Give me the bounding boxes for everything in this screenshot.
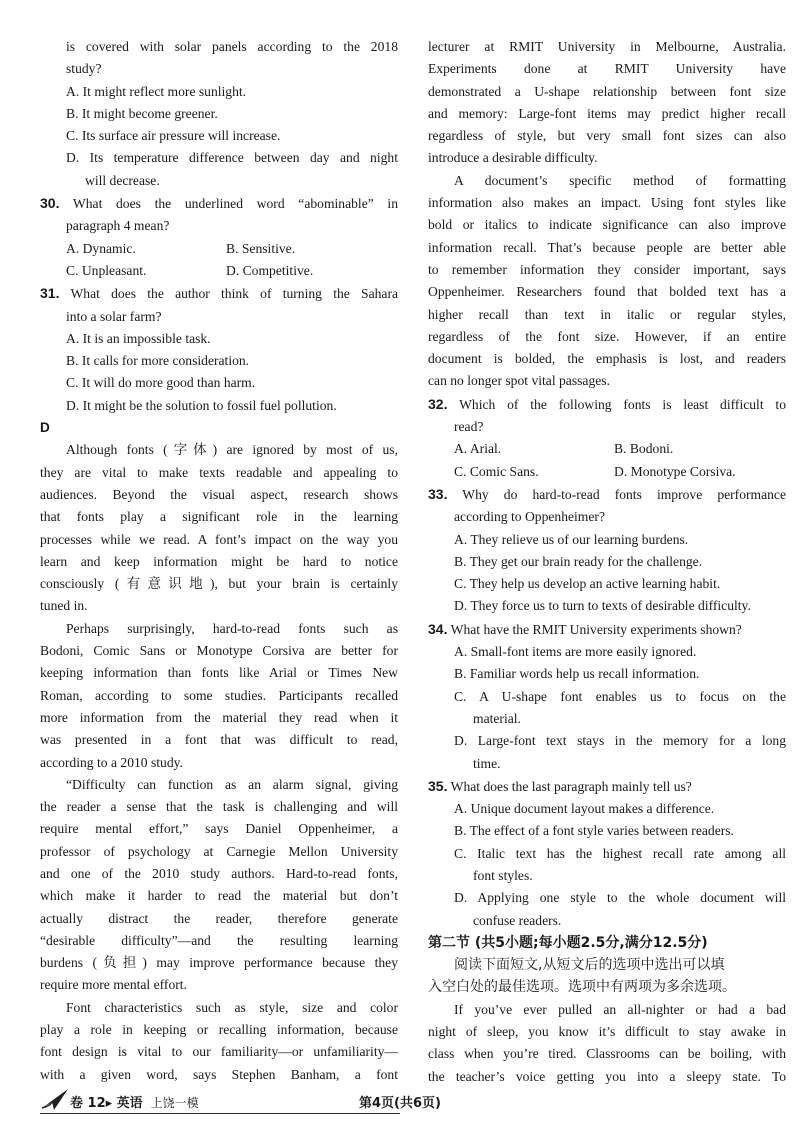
q33-number: 33.	[428, 485, 448, 502]
passage-line: Experiments done at RMIT University have	[428, 61, 786, 77]
passage-line: according to a 2010 study.	[40, 754, 183, 770]
passage-line: consciously (有意识地), but your brain is certainly	[40, 576, 398, 592]
q31-number: 31.	[40, 285, 60, 302]
q32-number: 32.	[428, 395, 448, 412]
q34-option-c: C. A U-shape font enables us to focus on the	[454, 688, 786, 704]
footer-tag-text: 卷 12▸ 英语	[70, 1096, 143, 1111]
passage-line: If you’ve ever pulled an all-nighter or had a bad	[454, 1001, 786, 1017]
passage-line: processes while we read. A font’s impact on the way you	[40, 531, 398, 547]
q35-option-a: A. Unique document layout makes a difference.	[454, 801, 715, 817]
passage-line: audiences. Beyond the visual aspect, research shows	[40, 486, 398, 502]
q33-stem-line: Why do hard-to-read fonts improve performance	[462, 486, 786, 502]
passage-line: the reader a sense that the task is challenging and will	[40, 799, 398, 815]
passage-line: night of sleep, you know it’s difficult to stay awake in	[428, 1024, 786, 1040]
passage-line: higher recall than text in italic or regular styles,	[428, 306, 786, 322]
q33-option-b: B. They get our brain ready for the challenge.	[454, 553, 703, 569]
passage-line: “desirable difficulty”—and the resulting learning	[40, 932, 398, 948]
q30-stem	[40, 192, 398, 215]
passage-line: actually distract the reader, therefore generate	[40, 910, 398, 926]
passage-line: Although fonts (字体) are ignored by most of us,	[66, 442, 398, 458]
passage-d-paragraph	[40, 997, 398, 1086]
section-2-instruction: 阅读下面短文,从短文后的选项中选出可以填	[454, 957, 725, 974]
q31-option-b: B. It calls for more consideration.	[66, 353, 250, 369]
q33-option-d: D. They force us to turn to texts of desirable difficulty.	[454, 598, 751, 614]
passage-line: was presented in a font that was difficult to read,	[40, 732, 398, 748]
passage-line: Font characteristics such as style, size and color	[66, 999, 398, 1015]
passage-line: Perhaps surprisingly, hard-to-read fonts such as	[66, 620, 398, 636]
passage-line: document is bolded, the emphasis is lost, and readers	[428, 351, 786, 367]
q34-stem-line: What have the RMIT University experiments shown?	[450, 621, 742, 637]
q35-option-b: B. The effect of a font style varies between readers.	[454, 823, 734, 839]
q35-stem	[428, 775, 786, 798]
q32-option-a: A. Arial.	[454, 441, 502, 457]
q34-number: 34.	[428, 620, 448, 637]
q29-option-b: B. It might become greener.	[66, 105, 218, 121]
q35-option-c: C. Italic text has the highest recall rate among all	[454, 845, 786, 861]
passage-line: to remember information they consider important, says	[428, 261, 786, 277]
q29-stem-line: study?	[66, 61, 102, 77]
passage-line: Bodoni, Comic Sans or Monotype Corsiva are better for	[40, 643, 398, 659]
passage-line: bold or italics to indicate significance can also improve	[428, 217, 786, 233]
passage-line: require mental effort,” says Daniel Oppenheimer, a	[40, 821, 398, 837]
q30-option-d: D. Competitive.	[226, 262, 314, 278]
passage-line: require more mental effort.	[40, 977, 187, 993]
q30-stem-line: What does the underlined word “abominable” in	[72, 196, 399, 212]
passage-line: lecturer at RMIT University in Melbourne, Australia.	[428, 39, 786, 54]
q32-option-c: C. Comic Sans.	[454, 463, 539, 479]
passage-line: the teacher’s voice getting you into a sleepy state. To	[428, 1068, 786, 1084]
q30-option-b: B. Sensitive.	[226, 240, 296, 256]
q32-stem	[428, 393, 786, 416]
q30-options-row	[40, 238, 398, 260]
q29-stem-line: is covered with solar panels according to the 2018	[66, 39, 398, 54]
passage-d-paragraph	[40, 618, 398, 774]
q31-stem-line: into a solar farm?	[66, 308, 162, 324]
q35-number: 35.	[428, 777, 448, 794]
q35-option-d: D. Applying one style to the whole document will	[454, 890, 786, 906]
q34-option-a: A. Small-font items are more easily ignored.	[454, 644, 697, 660]
passage-line: tuned in.	[40, 598, 88, 614]
q31-stem	[40, 282, 398, 305]
q31-stem-line: What does the author think of turning the Sahara	[70, 286, 398, 302]
q34-option-b: B. Familiar words help us recall information.	[454, 666, 700, 682]
left-column	[40, 36, 398, 1086]
q33-option-a: A. They relieve us of our learning burdens.	[454, 531, 689, 547]
q30-option-c: C. Unpleasant.	[66, 262, 147, 278]
passage-line: with a given word, says Stephen Banham, a font	[40, 1066, 398, 1082]
q29-option-a: A. It might reflect more sunlight.	[66, 83, 247, 99]
footer-divider	[40, 1113, 400, 1114]
passage-line: play a role in keeping or recalling information, because	[40, 1022, 398, 1038]
passage-line: information also makes an impact. Using font styles like	[428, 195, 786, 211]
passage-d-paragraph	[40, 439, 398, 617]
passage-line: burdens (负担) may improve performance because they	[40, 955, 398, 971]
q34-option-c-cont: material.	[473, 710, 521, 726]
passage-line: and memory: Large-font items may predict higher recall	[428, 105, 786, 121]
footer-exam-name: 上饶一模	[150, 1096, 199, 1110]
page-number: 第4页(共6页)	[359, 1096, 441, 1111]
passage-line: font design is vital to our familiarity—or unfamiliarity—	[40, 1044, 398, 1060]
q32-options-row	[428, 438, 786, 460]
passage-line: introduce a desirable difficulty.	[428, 150, 598, 166]
q30-option-a: A. Dynamic.	[66, 240, 136, 256]
q32-option-d: D. Monotype Corsiva.	[614, 463, 736, 479]
q32-options-row	[428, 461, 786, 483]
q30-number: 30.	[40, 195, 60, 212]
passage-line: and one of the 2010 study authors. Hard-to-read fonts,	[40, 865, 398, 881]
passage-line: “Difficulty can function as an alarm signal, giving	[66, 776, 398, 792]
passage-line: keeping information than fonts like Arial or Times New	[40, 665, 398, 681]
q29-option-c: C. Its surface air pressure will increase.	[66, 128, 281, 144]
q29-option-d-cont: will decrease.	[85, 172, 160, 188]
section-2-heading: 第二节 (共5小题;每小题2.5分,满分12.5分)	[428, 934, 708, 951]
q32-stem-line: read?	[454, 419, 484, 435]
passage-line: Oppenheimer. Researchers found that bolded text has a	[428, 284, 786, 300]
q30-options-row	[40, 260, 398, 282]
passage-line: they are vital to make texts readable and appealing to	[40, 464, 398, 480]
passage-line: A document’s specific method of formatting	[454, 172, 786, 188]
passage-line: which make it harder to read the material but don’t	[40, 888, 398, 904]
passage-line: professor of psychology at Carnegie Mellon University	[40, 843, 398, 859]
passage-line: class when you’re tired. Classrooms can be boiling, with	[428, 1046, 786, 1062]
section-d-heading: D	[40, 420, 50, 436]
q35-option-d-cont: confuse readers.	[473, 912, 562, 928]
q34-option-d-cont: time.	[473, 755, 501, 771]
page-footer	[0, 1086, 800, 1116]
q34-option-d: D. Large-font text stays in the memory for a long	[454, 733, 786, 749]
q33-option-c: C. They help us develop an active learning habit.	[454, 576, 721, 592]
passage-line: Roman, according to some studies. Participants recalled	[40, 687, 398, 703]
q31-option-d: D. It might be the solution to fossil fuel pollution.	[66, 397, 337, 413]
q31-option-a: A. It is an impossible task.	[66, 330, 211, 346]
passage-d-paragraph	[40, 774, 398, 997]
passage-line: that fonts play a significant role in the learning	[40, 509, 398, 525]
passage-line: information recall. That’s because people are better able	[428, 239, 786, 255]
right-column	[428, 36, 786, 1088]
passage-line: regardless of the font size. However, if an entire	[428, 328, 786, 344]
section-2-instruction: 入空白处的最佳选项。选项中有两项为多余选项。	[428, 979, 736, 996]
q33-stem	[428, 483, 786, 506]
passage-line: learn and keep information might be hard to notice	[40, 553, 398, 569]
q32-option-b: B. Bodoni.	[614, 441, 674, 457]
q31-option-c: C. It will do more good than harm.	[66, 375, 256, 391]
q30-stem-line: paragraph 4 mean?	[66, 218, 170, 234]
q35-stem-line: What does the last paragraph mainly tell us?	[450, 778, 692, 794]
passage-line: can no longer spot vital passages.	[428, 373, 610, 389]
q32-stem-line: Which of the following fonts is least difficult to	[459, 396, 787, 412]
passage-line: more information from the material they read when it	[40, 709, 398, 725]
q35-option-c-cont: font styles.	[473, 867, 533, 883]
passage-line: regardless of style, but very small font sizes can also	[428, 128, 786, 144]
q34-stem	[428, 618, 786, 641]
q33-stem-line: according to Oppenheimer?	[454, 509, 605, 525]
q29-option-d: D. Its temperature difference between day and night	[66, 150, 398, 166]
passage-line: demonstrated a U-shape relationship between font size	[428, 83, 786, 99]
